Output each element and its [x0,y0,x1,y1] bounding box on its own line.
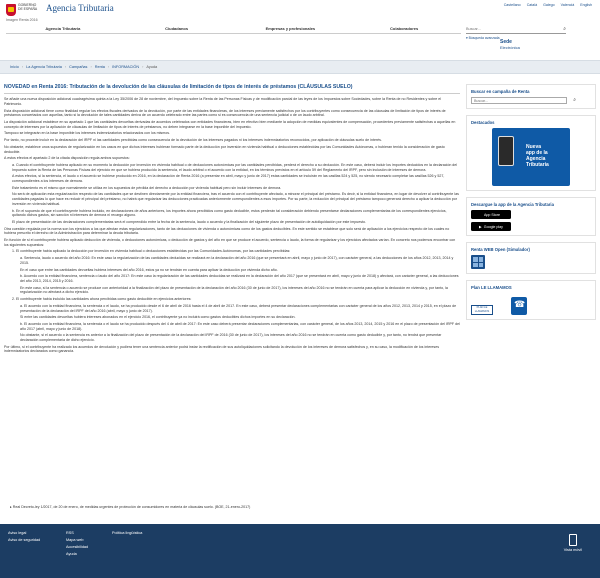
footer-col-3 [112,530,142,537]
calculator-icon [471,255,485,269]
crumb-renta[interactable]: Renta [94,65,105,69]
advanced-search-link[interactable]: ▾ Búsqueda avanzada [466,36,500,40]
sede-electronica-link[interactable]: Sede Electrónica [500,40,540,57]
google-play-button[interactable]: ▶ Google play [471,222,511,231]
footer-ayuda[interactable]: Ayuda [66,552,77,556]
mobile-view-link[interactable]: Vista móvil [564,534,582,552]
gov-label: GOBIERNO DE ESPAÑA [18,3,38,11]
paragraph: a. Sentencia, laudo o acuerdo del año 2016: En este caso la regularización de las cantidades deducidas se realizará en la declaración del año 2016 (que se presentará en abril, mayo y junio de 2017), con carácter general, a las deducciones de los años 2012, 2013, 2014 y 2015. [20,256,454,265]
sidebar [466,84,596,326]
gov-shield-icon [6,4,16,16]
crumb-agencia[interactable]: La Agencia Tributaria [26,65,62,69]
paragraph: 1. El contribuyente había aplicado la deducción por inversión en vivienda habitual o deducciones establecidas por las Comunidades Autónomas, por las cantidades percibidas: [12,249,291,254]
paragraph: Otra cuestión regulada por la norma son los ejercicios a los que afectan estas regularizaciones, tanto de las deducciones de vivienda o autonómicas como de los gastos deducibles. En este sentido se establece que solo será de aplicación a los ejercicios respecto de los cuales no hubiera prescrito el derecho de la Administración para determinar la deuda tributaria. [4,226,450,236]
footer-politica[interactable]: Política lingüística [112,531,143,535]
paragraph: b. Acuerdo con la entidad financiera, sentencia o laudo del año 2017: En este caso la regularización de las cantidades deducidas se realizará en la declaración del año 2017 (que se presentará en abril, mayo y junio de 2018) y afectará, con carácter general, a las deducciones del año 2013, 2014, 2015 y 2016. [20,274,459,283]
crumb-inicio[interactable]: Inicio [10,65,19,69]
search-icon[interactable]: ⌕ [563,26,566,32]
crumb-ayuda: Ayuda [146,65,158,69]
main-content [4,84,460,514]
featured-card: Destacados Nueva app de la Agencia Tributaria [466,115,596,191]
paragraph: Este tratamiento es el mismo que normalmente se utiliza en los supuestos de pérdida del derecho a deducción por vivienda habitual pero sin incluir intereses de demora. [12,185,282,190]
legal-reference-link[interactable]: ▸ Real Decreto-ley 1/2017, de 20 de enero, de medidas urgentes de protección de consumidores en materia de cláusulas suelo. (BOE, 21-enero-2017) [10,505,251,509]
footer-accesibilidad[interactable]: Accesibilidad [66,545,89,549]
footer-aviso-legal[interactable]: Aviso legal [8,531,27,535]
breadcrumb: Inicio › La Agencia Tributaria › Campañas › Renta › INFORMACIÓN › Ayuda [0,60,600,74]
lang-castellano[interactable]: Castellano [503,3,521,7]
plan-card[interactable]: Plan LE LLAMAMOS PLAN LE LLAMAMOS ☎ [466,280,596,320]
article-body [4,97,460,354]
new-app-banner[interactable]: Nueva app de la Agencia Tributaria [492,128,570,186]
phone-icon [498,136,514,166]
paragraph: a. El acuerdo con la entidad financiera, la sentencia o el laudo, se ha producido desde el 6 de abril de 2016 hasta el 4 de abril de 2017. En este caso, deberá presentar declaraciones complementarias con carácter general de los años 2012, 2013, 2014 y 2015, en el plazo de presentación de la declaración del IRPF del año 2016 (abril, mayo y junio de 2017). [20,303,457,313]
renta-web-card[interactable]: Renta WEB Open (Simulador) [466,242,596,274]
paragraph: No obstante, si el acuerdo o la sentencia es anterior a la finalización del plazo de presentación de la declaración del IRPF de 2016 (30 de junio de 2017), los intereses del año 2016 no se tendrán en cuenta como gasto deducible y, por tanto, no tendrá que presentar declaración complementaria de dicho ejercicio. [20,333,442,343]
play-icon: ▶ [479,224,482,229]
mobile-icon [569,534,577,546]
paragraph: En el caso que entre las cantidades devueltas hubiera intereses del año 2016, estos ya no se tendrán en cuenta para aplicar la deducción por vivienda dicho año. [20,267,278,272]
paragraph: El plazo de presentación de las declaraciones complementarias será el comprendido entre la fecha de la sentencia, laudo o acuerdo y la finalización del siguiente plazo de presentación de autoliquidación por este impuesto. [12,219,367,224]
paragraph: Por último, si el contribuyente ha realizado los acuerdos de devolución y pudiera tener una sentencia anterior podrá instar la rectificación de sus autoliquidaciones solicitando la devolución de los intereses de demora satisfechos y, en su caso, la modificación de los intereses indemnizatorios declarados como ganancia. [4,344,440,354]
agency-logo[interactable]: Agencia Tributaria [46,3,114,13]
image-label: Imagen Renta 2016 [6,18,38,22]
phone-call-icon [511,297,527,315]
paragraph: No será de aplicación esta regularización respecto de las cantidades que se destinen directamente por la entidad financiera, tras el acuerdo con el contribuyente afectado, a minorar el principal del préstamo. Es decir, si la entidad financiera, en lugar de devolver al contribuyente las cantidades pagadas lo que hace es reducir el principal del préstamo, no habrá que regularizar las deducciones practicadas anteriormente correspondientes a esos importes. Por su parte, la reducción del principal del préstamo tampoco generará derecho a aplicar la deducción por inversión en vivienda habitual. [12,192,459,206]
paragraph: A estos efectos el apartado 2 de la citada disposición regula ambos supuestos: [4,156,130,161]
footer-col-1 [8,530,40,544]
footer-rss[interactable]: RSS [66,531,74,535]
footer-aviso-seguridad[interactable]: Aviso de seguridad [8,538,41,542]
paragraph: A estos efectos, si la sentencia, el laudo o el acuerdo se hubiese producido en 2016, en la declaración de Renta 2016 (a presentar en abril, mayo y junio de 2017) estas cantidades se incluirán en las casillas 524 y 525, no siendo necesario completar las casillas 526 y 527, correspondientes a los intereses de demora. [12,174,445,184]
search-input[interactable]: Buscar... ⌕ ▾ Búsqueda avanzada [466,26,566,40]
footer-mapa-web[interactable]: Mapa web [66,538,84,542]
language-selector [504,3,592,7]
paragraph: La disposición adicional establece en su apartado 1 que las cantidades devueltas derivadas de acuerdos celebrados con entidades financieras, bien en efectivo bien mediante la adopción de medidas equivalentes de compensación, procedentes previamente satisfechas a aquellas en concepto de intereses por la aplicación de cláusulas de limitación de tipos de interés de préstamos, no deben integrarse en la base imponible del impuesto. [4,120,456,129]
paragraph: b. En el supuesto de que el contribuyente hubiera incluido, en declaraciones de años anteriores, los importes ahora percibidos como gasto deducible, estos perderán tal consideración debiendo presentarse declaraciones complementarias de los correspondientes ejercicios, quitando dichos gastos, sin sanción ni intereses de demora ni recargo alguno. [12,208,447,218]
lang-english[interactable]: English [580,3,592,7]
search-card: Buscar en campaña de Renta Buscar... ⌕ [466,84,596,109]
paragraph: En función de si el contribuyente hubiera aplicado deducción de vivienda, o deducciones autonómicas, o deducción de gastos y del año en que se produce el acuerdo, sentencia o laudo, la forma de regularizar y los ejercicios afectados varían. En concreto nos podemos encontrar con los siguientes supuestos: [4,238,456,247]
nav-ciudadanos[interactable]: Ciudadanos [120,24,234,34]
search-icon[interactable]: ⌕ [573,97,576,103]
paragraph: Tampoco se integrarán en la base imponible los intereses indemnizatorios relacionados con los mismos. [4,131,170,136]
paragraph: Esta disposición adicional tiene como finalidad regular los efectos fiscales derivados de la devolución, por parte de las entidades financieras, de los intereses previamente satisfechos por los contribuyentes como consecuencia de las cláusulas de limitación de tipos de interés de préstamos concertados con aquellas, tanto si la devolución de tales cantidades deriva de un acuerdo celebrado entre las partes como si es consecuencia de una sentencia judicial o de un laudo arbitral. [4,108,446,118]
paragraph: Si entre las cantidades devueltas hubiera intereses abonados en el ejercicio 2016, el contribuyente ya no incluirá como gastos deducibles dichos importes en su declaración. [20,315,296,320]
paragraph: No obstante, establece unos supuestos de regularización en los casos en que dichos intereses hubieran formado parte de la deducción por inversión en vivienda habitual o deducciones establecidas por las Comunidades Autónomas, o hubieran tenido la consideración de gasto deducible. [4,144,445,154]
lang-catala[interactable]: Català [526,3,538,7]
paragraph: a. Cuando el contribuyente hubiera aplicado en su momento la deducción por inversión en vivienda habitual o de deducciones autonómicas por las cantidades percibidas, perderá el derecho a su deducción. En este caso, deberá incluir los importes deducidos en la declaración del Impuesto sobre la Renta de las Personas Físicas del ejercicio en que se hubiera producido la sentencia, el laudo arbitral o el acuerdo con la entidad, en los términos previstos en el artículo 59 del Reglamento del IRPF, pero sin inclusión de intereses de demora. [12,162,458,172]
footer-col-2 [66,530,88,558]
main-nav [6,24,461,34]
site-footer [0,524,600,578]
page-title: NOVEDAD en Renta 2016: Tributación de la devolución de las cláusulas de limitación de tipos de interés de préstamos (CLÁUSULAS SUELO) [4,84,460,94]
nav-empresas[interactable]: Empresas y profesionales [234,24,348,34]
lang-galego[interactable]: Galego [543,3,555,7]
paragraph: b. El acuerdo con la entidad financiera, la sentencia o el laudo se ha producido después del 4 de abril de 2017: En este caso deberá presentar declaraciones complementarias, con carácter general, de los años 2013, 2014, 2015 y 2016 en el plazo de presentación del IRPF del año 2017 (abril, mayo y junio de 2018). [20,321,460,331]
crumb-informacion[interactable]: INFORMACIÓN [112,65,140,69]
nav-colaboradores[interactable]: Colaboradores [347,24,461,34]
plan-logo: PLAN LE LLAMAMOS [471,305,493,315]
paragraph: En este caso, si la sentencia o acuerdo se produce con anterioridad a la finalización del plazo de presentación de la declaración del año 2016 (30 de junio de 2017), los intereses del año 2016 no se tendrán en cuenta para aplicar la deducción en vivienda y, por tanto, la regularización no afectará a dicho ejercicio. [20,285,448,295]
paragraph: 2. El contribuyente había incluido las cantidades ahora percibidas como gasto deducible en ejercicios anteriores: [12,297,192,302]
crumb-campanas[interactable]: Campañas [69,65,88,69]
lang-valencia[interactable]: Valencià [560,3,575,7]
paragraph: Por tanto, no procede incluir en la declaración del IRPF ni las cantidades percibidas como consecuencia de la devolución de los intereses pagados ni los intereses indemnizatorios reconocidos, por aplicación de cláusulas suelo de interés. [4,138,382,143]
app-store-button[interactable]: App Store [471,210,511,219]
header [0,0,600,40]
paragraph: Se añade una nueva disposición adicional cuadragésima quinta a la Ley 35/2006 de 28 de noviembre, del Impuesto sobre la Renta de las Personas Físicas y de modificación parcial de las leyes de los Impuestos sobre Sociedades, sobre la Renta de no Residentes y sobre el Patrimonio. [4,97,442,106]
renta-search-input[interactable]: Buscar... ⌕ [471,97,567,104]
app-download-card: Descargue la app de la Agencia Tributaria App Store ▶ Google play [466,197,596,236]
nav-agencia[interactable]: Agencia Tributaria [6,24,120,34]
